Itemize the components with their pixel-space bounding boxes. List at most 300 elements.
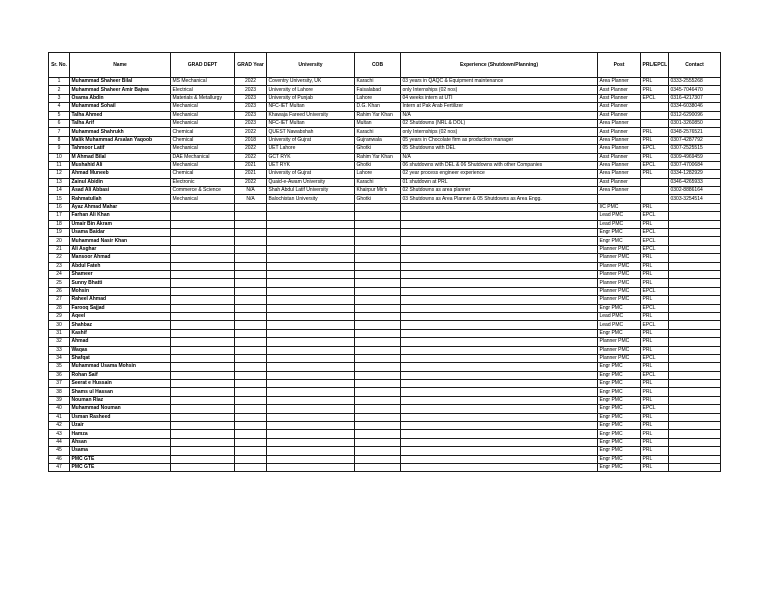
cell-experience — [401, 388, 598, 396]
cell-post: Engr PMC — [598, 396, 641, 404]
cell-cob: Khairpur Mir's — [355, 187, 401, 195]
table-row — [49, 94, 721, 102]
cell-grad-year — [235, 455, 267, 463]
cell-post — [598, 195, 641, 203]
cell-sr-no: 13 — [49, 178, 70, 186]
table-row — [49, 354, 721, 362]
cell-name: Usman Rasheed — [70, 413, 171, 421]
cell-contact — [669, 270, 721, 278]
cell-name: Sunny Bhatti — [70, 279, 171, 287]
cell-contact — [669, 203, 721, 211]
cell-grad-dept — [171, 388, 235, 396]
cell-university — [267, 296, 355, 304]
cell-experience — [401, 329, 598, 337]
cell-experience: 02 Shutdowns as area planner — [401, 187, 598, 195]
cell-post: Engr PMC — [598, 388, 641, 396]
cell-sr-no: 9 — [49, 145, 70, 153]
cell-contact — [669, 229, 721, 237]
header-cob: COB — [355, 53, 401, 78]
cell-name: Zainul Abidin — [70, 178, 171, 186]
cell-prl-epcl: PRL — [641, 136, 669, 144]
cell-experience: Intern at Pak Arab Fertilizer — [401, 103, 598, 111]
cell-experience — [401, 254, 598, 262]
table-row — [49, 203, 721, 211]
cell-name: Ahmad Muneeb — [70, 170, 171, 178]
cell-cob — [355, 430, 401, 438]
cell-grad-year — [235, 220, 267, 228]
cell-name: Muhammad Nasir Khan — [70, 237, 171, 245]
cell-sr-no: 23 — [49, 262, 70, 270]
cell-experience: 06 shutdowns with DEL & 06 Shutdowns with other Companies — [401, 161, 598, 169]
cell-university — [267, 447, 355, 455]
cell-post: Asst Planner — [598, 103, 641, 111]
cell-grad-year — [235, 229, 267, 237]
header-sr-no: Sr. No. — [49, 53, 70, 78]
cell-contact: 0345-7046470 — [669, 86, 721, 94]
cell-name: Farooq Sajjad — [70, 304, 171, 312]
cell-prl-epcl: EPCL — [641, 237, 669, 245]
cell-grad-year — [235, 329, 267, 337]
cell-experience: 05 years in Chocolate firm as production manager — [401, 136, 598, 144]
cell-post: Engr PMC — [598, 371, 641, 379]
cell-university — [267, 287, 355, 295]
table-row — [49, 413, 721, 421]
cell-university — [267, 212, 355, 220]
cell-cob — [355, 354, 401, 362]
table-row — [49, 296, 721, 304]
table-row — [49, 380, 721, 388]
cell-grad-dept — [171, 245, 235, 253]
cell-grad-year: 2022 — [235, 145, 267, 153]
cell-cob — [355, 413, 401, 421]
cell-post: Engr PMC — [598, 455, 641, 463]
cell-sr-no: 27 — [49, 296, 70, 304]
cell-name: Rohan Saif — [70, 371, 171, 379]
cell-grad-dept — [171, 413, 235, 421]
cell-cob — [355, 296, 401, 304]
cell-contact — [669, 354, 721, 362]
cell-grad-year: 2018 — [235, 136, 267, 144]
cell-university — [267, 262, 355, 270]
cell-sr-no: 19 — [49, 229, 70, 237]
cell-experience: 05 Shutdowns with DEL — [401, 145, 598, 153]
cell-grad-year — [235, 354, 267, 362]
table-row — [49, 78, 721, 86]
table-row — [49, 338, 721, 346]
table-row — [49, 422, 721, 430]
cell-grad-dept: Chemical — [171, 170, 235, 178]
cell-name: Usama — [70, 447, 171, 455]
cell-contact: 0307-2525515 — [669, 145, 721, 153]
cell-name: Muhammad Usama Mohsin — [70, 363, 171, 371]
cell-university — [267, 346, 355, 354]
cell-name: Ahsan — [70, 438, 171, 446]
cell-grad-year — [235, 380, 267, 388]
cell-cob: Karachi — [355, 178, 401, 186]
cell-post: Engr PMC — [598, 229, 641, 237]
cell-prl-epcl: PRL — [641, 422, 669, 430]
cell-name: Tahmoor Latif — [70, 145, 171, 153]
cell-experience: N/A — [401, 153, 598, 161]
cell-prl-epcl: EPCL — [641, 354, 669, 362]
cell-contact — [669, 212, 721, 220]
cell-post: Planner PMC — [598, 338, 641, 346]
cell-post: Asst Planner — [598, 128, 641, 136]
cell-university: University of Punjab — [267, 94, 355, 102]
table-row — [49, 363, 721, 371]
table-row — [49, 128, 721, 136]
cell-experience — [401, 346, 598, 354]
cell-grad-dept: Mechanical — [171, 145, 235, 153]
cell-cob — [355, 203, 401, 211]
table-row — [49, 463, 721, 471]
cell-grad-year — [235, 447, 267, 455]
cell-post: Lead PMC — [598, 220, 641, 228]
cell-contact — [669, 413, 721, 421]
cell-contact — [669, 405, 721, 413]
table-row — [49, 136, 721, 144]
cell-experience — [401, 262, 598, 270]
table-row — [49, 304, 721, 312]
cell-post: Engr PMC — [598, 430, 641, 438]
cell-name: Raheel Ahmad — [70, 296, 171, 304]
cell-grad-year — [235, 422, 267, 430]
cell-grad-dept: Chemical — [171, 128, 235, 136]
table-row — [49, 187, 721, 195]
cell-prl-epcl: EPCL — [641, 405, 669, 413]
cell-sr-no: 26 — [49, 287, 70, 295]
cell-experience — [401, 371, 598, 379]
table-row — [49, 270, 721, 278]
cell-prl-epcl: PRL — [641, 262, 669, 270]
cell-experience — [401, 229, 598, 237]
cell-sr-no: 5 — [49, 111, 70, 119]
cell-grad-dept — [171, 455, 235, 463]
cell-contact — [669, 388, 721, 396]
cell-prl-epcl: EPCL — [641, 371, 669, 379]
cell-prl-epcl: PRL — [641, 396, 669, 404]
cell-grad-dept: Materials & Metallurgy — [171, 94, 235, 102]
cell-experience — [401, 463, 598, 471]
cell-grad-dept: Mechanical — [171, 195, 235, 203]
cell-post: Planner PMC — [598, 296, 641, 304]
cell-sr-no: 7 — [49, 128, 70, 136]
cell-post: Lead PMC — [598, 212, 641, 220]
cell-cob — [355, 287, 401, 295]
table-row — [49, 346, 721, 354]
cell-contact — [669, 463, 721, 471]
table-row — [49, 153, 721, 161]
table-row — [49, 229, 721, 237]
cell-post: Planner PMC — [598, 254, 641, 262]
cell-contact — [669, 380, 721, 388]
table-row — [49, 438, 721, 446]
cell-grad-dept — [171, 346, 235, 354]
table-row — [49, 405, 721, 413]
cell-post: Planner PMC — [598, 262, 641, 270]
cell-name: Talha Arif — [70, 119, 171, 127]
cell-prl-epcl: PRL — [641, 170, 669, 178]
cell-sr-no: 41 — [49, 413, 70, 421]
cell-cob — [355, 346, 401, 354]
cell-grad-dept — [171, 262, 235, 270]
header-post: Post — [598, 53, 641, 78]
cell-grad-dept — [171, 430, 235, 438]
cell-university — [267, 413, 355, 421]
cell-university — [267, 438, 355, 446]
cell-grad-year — [235, 212, 267, 220]
cell-sr-no: 11 — [49, 161, 70, 169]
cell-experience — [401, 321, 598, 329]
cell-experience — [401, 438, 598, 446]
cell-prl-epcl: EPCL — [641, 287, 669, 295]
cell-prl-epcl: EPCL — [641, 94, 669, 102]
cell-prl-epcl — [641, 103, 669, 111]
cell-grad-dept: Commerce & Science — [171, 187, 235, 195]
cell-sr-no: 43 — [49, 430, 70, 438]
cell-cob — [355, 396, 401, 404]
cell-cob — [355, 405, 401, 413]
cell-cob — [355, 422, 401, 430]
cell-post: Engr PMC — [598, 422, 641, 430]
cell-grad-dept — [171, 354, 235, 362]
cell-sr-no: 42 — [49, 422, 70, 430]
cell-university — [267, 405, 355, 413]
cell-grad-dept — [171, 296, 235, 304]
cell-prl-epcl — [641, 111, 669, 119]
cell-experience — [401, 354, 598, 362]
cell-name: Umair Bin Akram — [70, 220, 171, 228]
cell-sr-no: 12 — [49, 170, 70, 178]
cell-post: Engr PMC — [598, 463, 641, 471]
cell-grad-dept — [171, 237, 235, 245]
cell-sr-no: 29 — [49, 312, 70, 320]
cell-grad-dept: MS Mechanical — [171, 78, 235, 86]
cell-prl-epcl: PRL — [641, 312, 669, 320]
cell-cob — [355, 262, 401, 270]
cell-contact — [669, 220, 721, 228]
cell-contact: 0302-8886164 — [669, 187, 721, 195]
table-row — [49, 212, 721, 220]
cell-name: Ahmad — [70, 338, 171, 346]
cell-sr-no: 18 — [49, 220, 70, 228]
cell-grad-dept: Electronic — [171, 178, 235, 186]
cell-name: PMC GTE — [70, 463, 171, 471]
cell-experience: 03 Shutdowns as Area Planner & 05 Shutdowns as Area Engg. — [401, 195, 598, 203]
cell-contact: 0334-1282929 — [669, 170, 721, 178]
cell-contact — [669, 287, 721, 295]
cell-cob — [355, 312, 401, 320]
cell-post: Engr PMC — [598, 405, 641, 413]
cell-university — [267, 312, 355, 320]
cell-prl-epcl: PRL — [641, 447, 669, 455]
cell-grad-year: 2023 — [235, 86, 267, 94]
cell-post: Planner PMC — [598, 287, 641, 295]
cell-contact — [669, 321, 721, 329]
cell-university: Balochistan University — [267, 195, 355, 203]
cell-sr-no: 40 — [49, 405, 70, 413]
table-row — [49, 111, 721, 119]
cell-grad-year — [235, 388, 267, 396]
cell-university — [267, 363, 355, 371]
cell-grad-year — [235, 279, 267, 287]
cell-prl-epcl: PRL — [641, 438, 669, 446]
cell-university — [267, 380, 355, 388]
cell-sr-no: 47 — [49, 463, 70, 471]
cell-name: Ayaz Ahmad Mahar — [70, 203, 171, 211]
cell-cob: D.G. Khan — [355, 103, 401, 111]
cell-cob: Ghotki — [355, 145, 401, 153]
cell-contact: 0316-4217307 — [669, 94, 721, 102]
cell-sr-no: 46 — [49, 455, 70, 463]
cell-name: PMC GTE — [70, 455, 171, 463]
cell-contact: 0307-4287792 — [669, 136, 721, 144]
cell-grad-year: N/A — [235, 187, 267, 195]
cell-prl-epcl: PRL — [641, 329, 669, 337]
cell-contact — [669, 422, 721, 430]
cell-university — [267, 338, 355, 346]
cell-name: Asad Ali Abbasi — [70, 187, 171, 195]
table-row — [49, 178, 721, 186]
cell-experience — [401, 455, 598, 463]
cell-cob — [355, 237, 401, 245]
cell-university — [267, 422, 355, 430]
cell-contact — [669, 430, 721, 438]
cell-contact — [669, 455, 721, 463]
cell-grad-dept — [171, 312, 235, 320]
cell-prl-epcl: PRL — [641, 463, 669, 471]
cell-prl-epcl — [641, 119, 669, 127]
cell-name: Osama Abdin — [70, 94, 171, 102]
cell-cob — [355, 338, 401, 346]
cell-university: University of Gujrat — [267, 170, 355, 178]
cell-post: Planner PMC — [598, 270, 641, 278]
cell-cob — [355, 380, 401, 388]
cell-contact — [669, 262, 721, 270]
cell-university — [267, 245, 355, 253]
cell-grad-year: 2021 — [235, 170, 267, 178]
cell-name: Mansoor Ahmad — [70, 254, 171, 262]
cell-grad-year: 2022 — [235, 178, 267, 186]
cell-prl-epcl: EPCL — [641, 304, 669, 312]
cell-experience: 03 years in QAQC & Equipment maintenance — [401, 78, 598, 86]
cell-university — [267, 455, 355, 463]
cell-prl-epcl: PRL — [641, 413, 669, 421]
cell-contact — [669, 346, 721, 354]
cell-grad-dept: Electrical — [171, 86, 235, 94]
cell-university: Shah Abdul Latif University — [267, 187, 355, 195]
cell-grad-dept — [171, 338, 235, 346]
cell-prl-epcl: PRL — [641, 363, 669, 371]
cell-post: Engr PMC — [598, 447, 641, 455]
table-row — [49, 279, 721, 287]
cell-grad-dept — [171, 380, 235, 388]
cell-name: Ali Asghar — [70, 245, 171, 253]
cell-prl-epcl: PRL — [641, 220, 669, 228]
cell-grad-dept: Mechanical — [171, 111, 235, 119]
cell-prl-epcl: PRL — [641, 78, 669, 86]
cell-grad-year — [235, 321, 267, 329]
cell-post: Area Planner — [598, 78, 641, 86]
cell-contact — [669, 338, 721, 346]
cell-sr-no: 34 — [49, 354, 70, 362]
cell-experience: 02 year process engineer experience — [401, 170, 598, 178]
cell-prl-epcl: PRL — [641, 203, 669, 211]
cell-name: Waqas — [70, 346, 171, 354]
cell-post: Engr PMC — [598, 237, 641, 245]
cell-contact: 0303-3254514 — [669, 195, 721, 203]
cell-prl-epcl — [641, 187, 669, 195]
cell-cob — [355, 363, 401, 371]
cell-cob: Karachi — [355, 128, 401, 136]
cell-grad-dept — [171, 254, 235, 262]
cell-experience — [401, 312, 598, 320]
cell-university: GCT RYK — [267, 153, 355, 161]
cell-university — [267, 304, 355, 312]
cell-sr-no: 37 — [49, 380, 70, 388]
cell-contact: 0333-2555268 — [669, 78, 721, 86]
cell-post: Asst Planner — [598, 178, 641, 186]
cell-name: Hamza — [70, 430, 171, 438]
cell-grad-dept — [171, 422, 235, 430]
cell-grad-year: 2021 — [235, 161, 267, 169]
cell-name: Shams ul Hassan — [70, 388, 171, 396]
cell-contact: 0312-6290096 — [669, 111, 721, 119]
cell-experience — [401, 380, 598, 388]
cell-sr-no: 20 — [49, 237, 70, 245]
cell-sr-no: 25 — [49, 279, 70, 287]
header-experience: Experience (Shutdown/Planning) — [401, 53, 598, 78]
cell-sr-no: 31 — [49, 329, 70, 337]
cell-grad-dept — [171, 329, 235, 337]
cell-university — [267, 329, 355, 337]
cell-name: Kashif — [70, 329, 171, 337]
cell-university: NFC-IET Multan — [267, 119, 355, 127]
cell-post: Engr PMC — [598, 329, 641, 337]
cell-university — [267, 237, 355, 245]
cell-grad-year — [235, 237, 267, 245]
table-row — [49, 195, 721, 203]
cell-cob: Multan — [355, 119, 401, 127]
cell-grad-year — [235, 438, 267, 446]
cell-grad-dept — [171, 396, 235, 404]
cell-name: Mohsin — [70, 287, 171, 295]
cell-post: Area Planner — [598, 170, 641, 178]
cell-experience — [401, 245, 598, 253]
cell-name: Abdul Fateh — [70, 262, 171, 270]
cell-sr-no: 39 — [49, 396, 70, 404]
cell-experience — [401, 422, 598, 430]
cell-experience — [401, 212, 598, 220]
cell-grad-dept — [171, 203, 235, 211]
cell-post: Planner PMC — [598, 245, 641, 253]
cell-grad-year — [235, 203, 267, 211]
table-row — [49, 447, 721, 455]
cell-cob — [355, 220, 401, 228]
cell-prl-epcl: PRL — [641, 254, 669, 262]
cell-grad-year — [235, 262, 267, 270]
cell-sr-no: 17 — [49, 212, 70, 220]
table-row — [49, 388, 721, 396]
cell-cob: Ghotki — [355, 195, 401, 203]
cell-experience — [401, 413, 598, 421]
cell-grad-dept: Mechanical — [171, 161, 235, 169]
table-row — [49, 103, 721, 111]
cell-prl-epcl: PRL — [641, 270, 669, 278]
cell-prl-epcl: EPCL — [641, 229, 669, 237]
cell-sr-no: 16 — [49, 203, 70, 211]
cell-name: Nouman Riaz — [70, 396, 171, 404]
